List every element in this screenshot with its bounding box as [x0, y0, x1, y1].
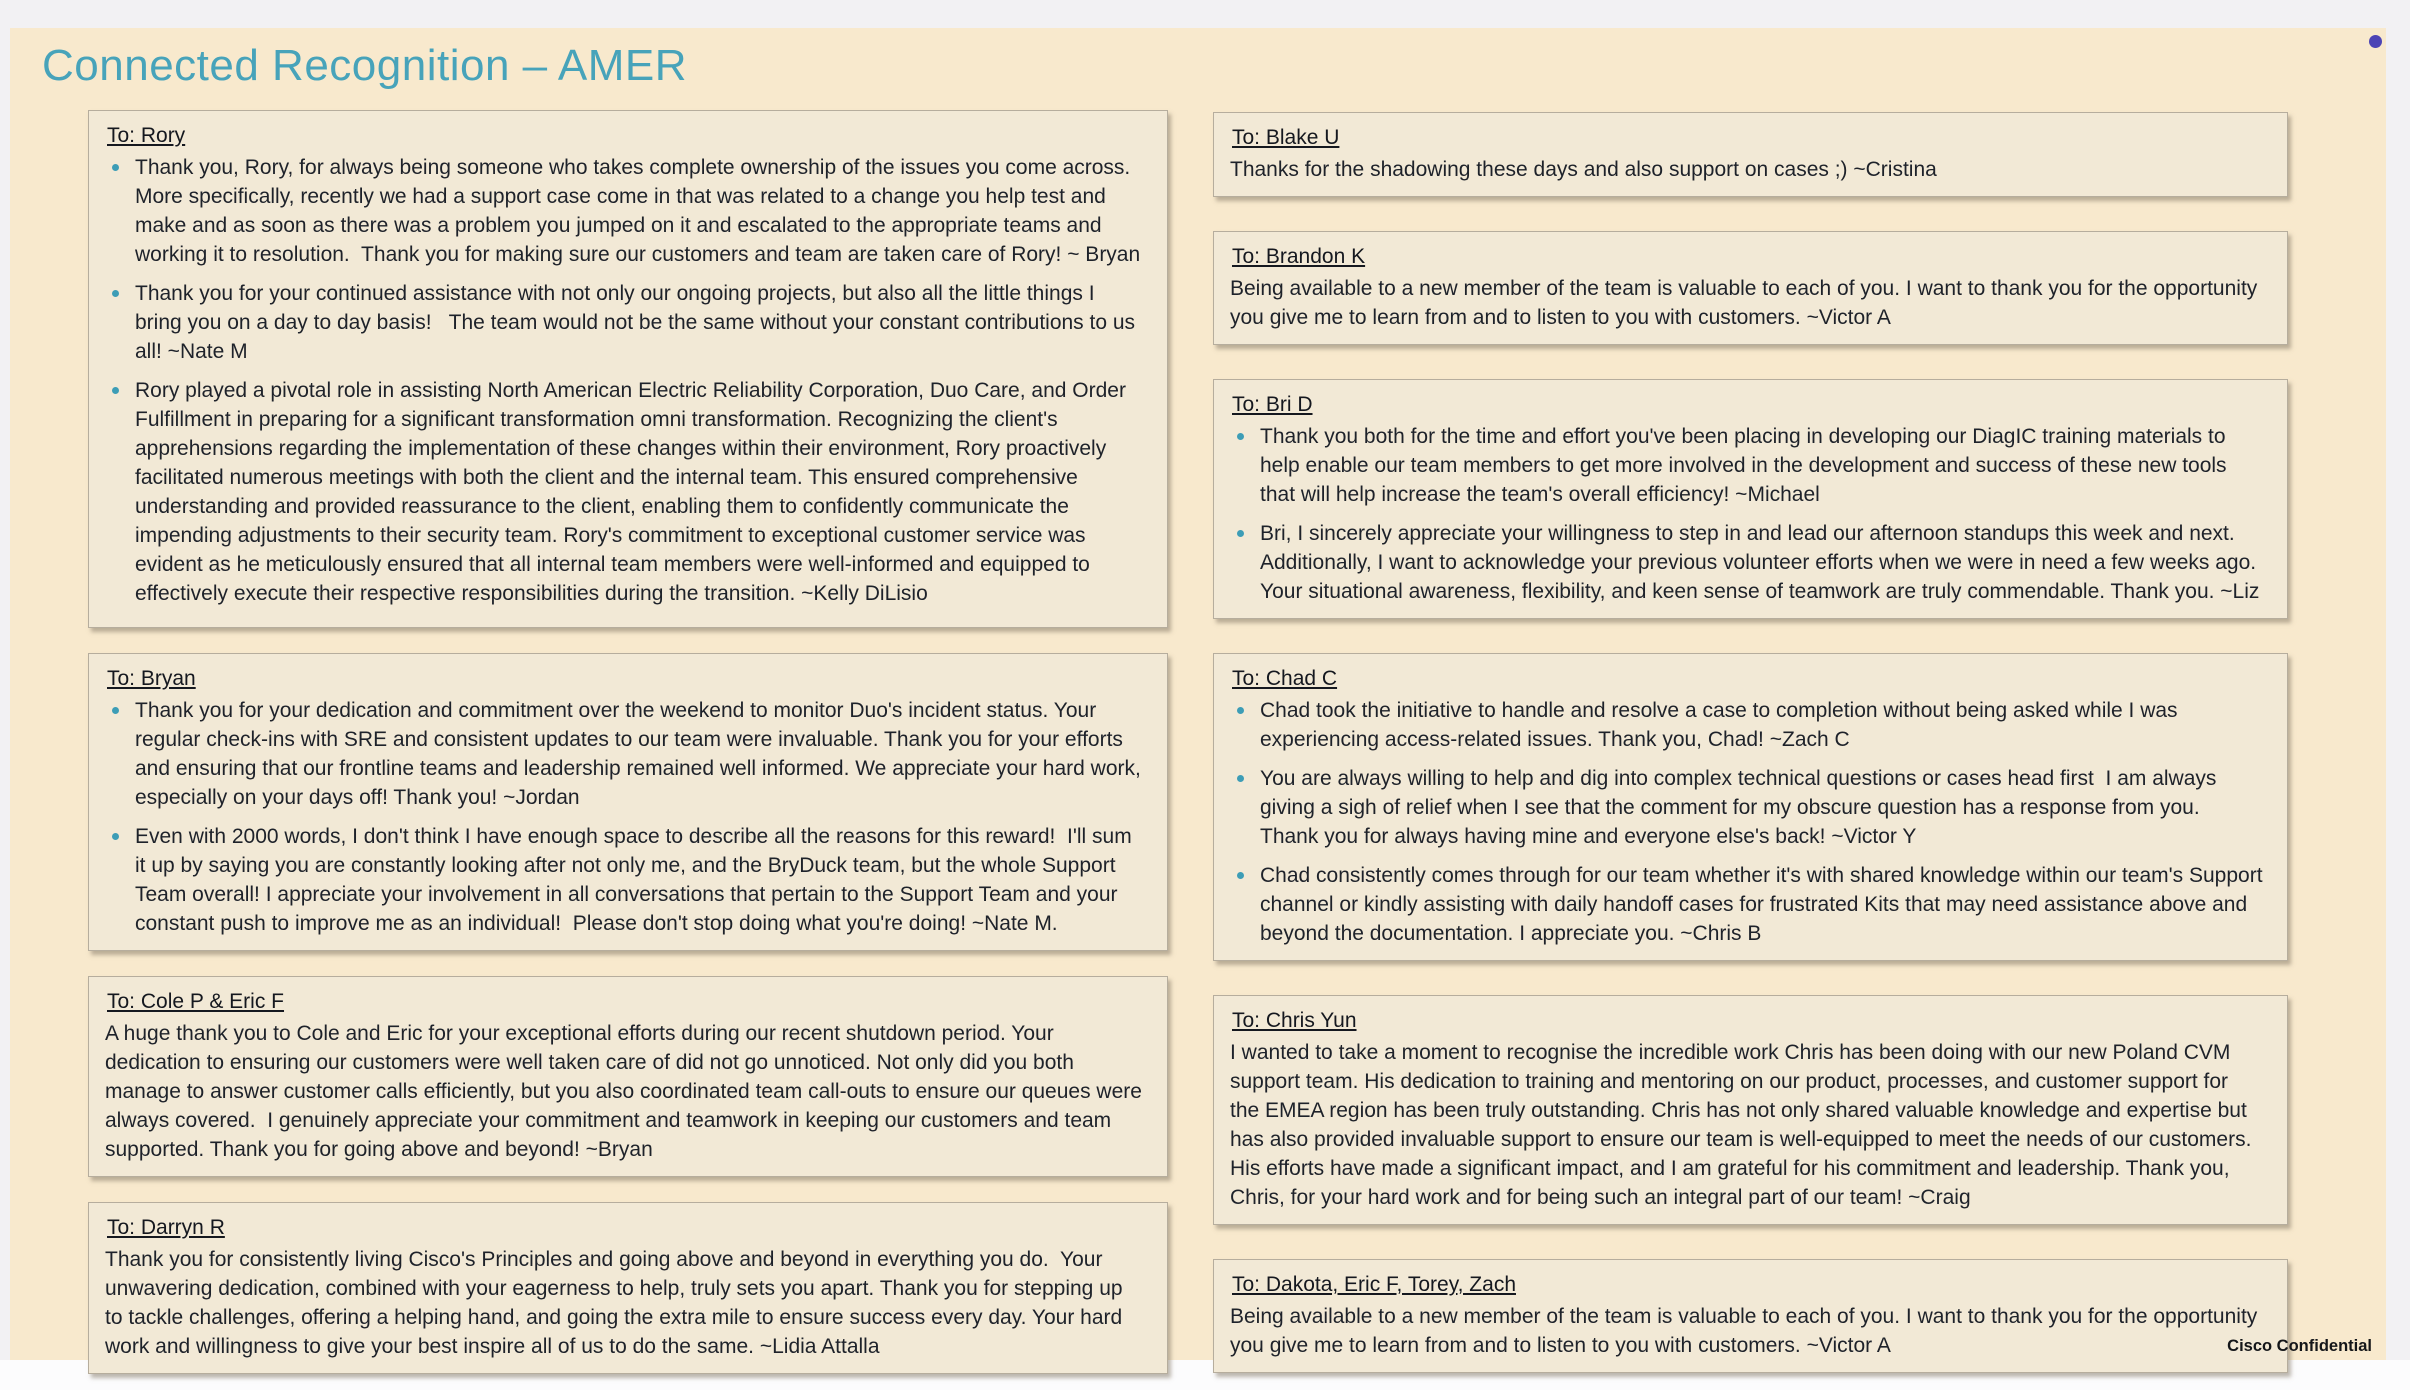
recognition-card	[1213, 231, 2288, 345]
recognition-card	[88, 976, 1168, 1177]
confidentiality-label: Cisco Confidential	[2227, 1337, 2372, 1355]
message-list	[105, 1245, 1143, 1361]
recognition-message	[1230, 274, 2263, 332]
recognition-message	[1230, 1302, 2263, 1360]
card-recipient: To: Chad C	[1232, 667, 1338, 690]
card-recipient: To: Chris Yun	[1232, 1009, 1357, 1032]
recognition-card	[88, 110, 1168, 628]
bullet-icon	[1237, 872, 1244, 879]
message-list	[1230, 696, 2269, 948]
message-list	[1230, 155, 2263, 184]
bullet-icon	[112, 290, 119, 297]
recognition-message	[105, 1019, 1148, 1164]
message-list	[1230, 1038, 2263, 1212]
recognition-message	[1230, 764, 2263, 851]
message-text: Thank you both for the time and effort you've been placing in developing our DiagIC training materials to help enable our team members to get more involved in the development and success of these new tools that will help increase the team's overall efficiency! ~Michael	[1260, 425, 2233, 506]
recognition-message	[105, 696, 1147, 812]
card-recipient: To: Brandon K	[1232, 245, 1366, 268]
slide-title: Connected Recognition – AMER	[42, 41, 688, 90]
recognition-message	[105, 1245, 1143, 1361]
message-text: Chad took the initiative to handle and resolve a case to completion without being asked while I was experiencing access-related issues. Thank you, Chad! ~Zach C	[1260, 699, 2184, 751]
right-column	[1213, 112, 2288, 1373]
message-text: Being available to a new member of the team is valuable to each of you. I want to thank you for the opportunity you give me to learn from and to listen to you with customers. ~Victor A	[1230, 1305, 2264, 1357]
card-recipient: To: Cole P & Eric F	[107, 990, 285, 1013]
recognition-card	[88, 1202, 1168, 1374]
message-text: Thank you for your continued assistance with not only our ongoing projects, but also all the little things I bring you on a day to day basis! The team would not be the same without your constant contributions to us all! ~Nate M	[135, 282, 1141, 363]
recognition-message	[105, 153, 1143, 269]
message-text: Thank you, Rory, for always being someone who takes complete ownership of the issues you come across. More specifically, recently we had a support case come in that was related to a change you help test and make and as soon as there was a problem you jumped on it and escalated to the appropriate teams and working it to resolution. Thank you for making sure our customers and team are taken care of Rory! ~ Bryan	[135, 156, 1141, 266]
message-text: Thanks for the shadowing these days and also support on cases ;) ~Cristina	[1230, 158, 1937, 181]
corner-dot	[2369, 35, 2382, 48]
recognition-message	[105, 279, 1143, 366]
message-list	[1230, 1302, 2263, 1360]
left-column	[88, 110, 1168, 1374]
message-text: Thank you for consistently living Cisco's Principles and going above and beyond in everything you do. Your unwavering dedication, combined with your eagerness to help, truly sets you apart. Thank you for stepping up to tackle challenges, offering a helping hand, and going the extra mile to ensure success every day. Your hard work and willingness to give your best inspire all of us to do the same. ~Lidia Attalla	[105, 1248, 1129, 1358]
recognition-message	[1230, 519, 2263, 606]
message-list	[105, 1019, 1148, 1164]
card-recipient: To: Darryn R	[107, 1216, 225, 1239]
message-text: Chad consistently comes through for our team whether it's with shared knowledge within our team's Support channel or kindly assisting with daily handoff cases for frustrated Kits that may need assistance above and beyond the documentation. I appreciate you. ~Chris B	[1260, 864, 2269, 945]
message-list	[105, 696, 1147, 938]
recognition-card	[1213, 1259, 2288, 1373]
recognition-message	[1230, 696, 2263, 754]
recognition-message	[1230, 422, 2263, 509]
card-recipient: To: Bri D	[1232, 393, 1313, 416]
bullet-icon	[112, 833, 119, 840]
bullet-icon	[112, 387, 119, 394]
recognition-card	[88, 653, 1168, 951]
recognition-card	[1213, 379, 2288, 619]
recognition-message	[105, 376, 1143, 608]
bullet-icon	[112, 164, 119, 171]
message-text: Thank you for your dedication and commitment over the weekend to monitor Duo's incident status. Your regular check-ins with SRE and consistent updates to our team were invaluable. Thank you for your efforts and ensuring that our frontline teams and leadership remained well informed. We appreciate your hard work, especially on your days off! Thank you! ~Jordan	[135, 699, 1147, 809]
message-text: A huge thank you to Cole and Eric for your exceptional efforts during our recent shutdown period. Your dedication to ensuring our customers were well taken care of did not go unnoticed. Not only did you both manage to answer customer calls efficiently, but you also coordinated team call-outs to ensure our queues were always covered. I genuinely appreciate your commitment and teamwork in keeping our customers and team supported. Thank you for going above and beyond! ~Bryan	[105, 1022, 1148, 1161]
message-list	[1230, 274, 2263, 332]
message-text: Being available to a new member of the team is valuable to each of you. I want to thank you for the opportunity you give me to learn from and to listen to you with customers. ~Victor A	[1230, 277, 2264, 329]
message-text: You are always willing to help and dig into complex technical questions or cases head first I am always giving a sigh of relief when I see that the comment for my obscure question has a response from you. Thank you for always having mine and everyone else's back! ~Victor Y	[1260, 767, 2223, 848]
recognition-card	[1213, 995, 2288, 1225]
bullet-icon	[1237, 775, 1244, 782]
card-recipient: To: Blake U	[1232, 126, 1340, 149]
message-text: Bri, I sincerely appreciate your willingness to step in and lead our afternoon standups this week and next. Additionally, I want to acknowledge your previous volunteer efforts when we were in need a few weeks ago. Your situational awareness, flexibility, and keen sense of teamwork are truly commendable. Thank you. ~Liz	[1260, 522, 2262, 603]
recognition-card	[1213, 653, 2288, 961]
message-list	[1230, 422, 2263, 606]
message-list	[105, 153, 1143, 608]
recognition-message	[1230, 1038, 2263, 1212]
recognition-message	[1230, 861, 2269, 948]
card-recipient: To: Rory	[107, 124, 186, 147]
bullet-icon	[1237, 433, 1244, 440]
bullet-icon	[1237, 530, 1244, 537]
bullet-icon	[112, 707, 119, 714]
card-recipient: To: Bryan	[107, 667, 196, 690]
presentation-slide	[10, 28, 2386, 1360]
recognition-card	[1213, 112, 2288, 197]
recognition-message	[1230, 155, 2263, 184]
card-recipient: To: Dakota, Eric F, Torey, Zach	[1232, 1273, 1516, 1296]
recognition-message	[105, 822, 1143, 938]
message-text: Even with 2000 words, I don't think I have enough space to describe all the reasons for this reward! I'll sum it up by saying you are constantly looking after not only me, and the BryDuck team, but the whole Support Team overall! I appreciate your involvement in all conversations that pertain to the Support Team and your constant push to improve me as an individual! Please don't stop doing what you're doing! ~Nate M.	[135, 825, 1138, 935]
bullet-icon	[1237, 707, 1244, 714]
message-text: I wanted to take a moment to recognise the incredible work Chris has been doing with our new Poland CVM support team. His dedication to training and mentoring on our product, processes, and customer support for the EMEA region has been truly outstanding. Chris has not only shared valuable knowledge and expertise but has also provided invaluable support to ensure our team is well-equipped to meet the needs of our customers. His efforts have made a significant impact, and I am grateful for his commitment and leadership. Thank you, Chris, for your hard work and for being such an integral part of our team! ~Craig	[1230, 1041, 2258, 1209]
message-text: Rory played a pivotal role in assisting North American Electric Reliability Corporation, Duo Care, and Order Fulfillment in preparing for a significant transformation omni transformation. Recognizing the client's apprehensions regarding the implementation of these changes within their environment, Rory proactively facilitated numerous meetings with both the client and the internal team. This ensured comprehensive understanding and provided reassurance to the client, enabling them to confidently communicate the impending adjustments to their security team. Rory's commitment to exceptional customer service was evident as he meticulously ensured that all internal team members were well-informed and equipped to effectively execute their respective responsibilities during the transition. ~Kelly DiLisio	[135, 379, 1132, 605]
